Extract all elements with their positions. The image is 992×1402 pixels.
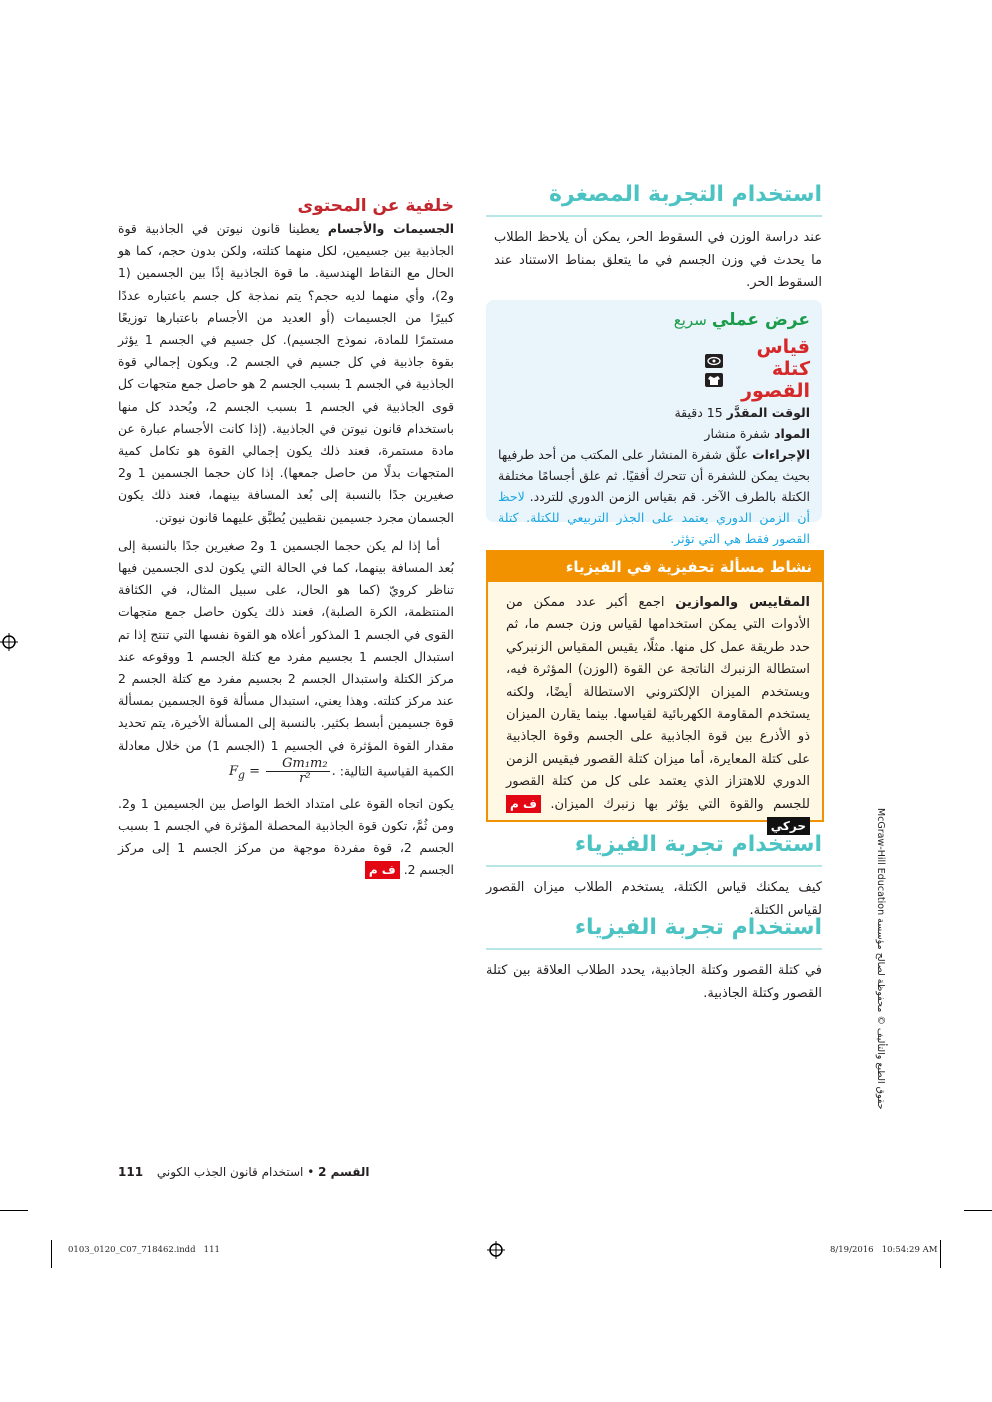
side-copyright-text: حقوق الطبع والتأليف © محفوظة لصالح مؤسسة McGraw-Hill Education [875,808,886,1110]
content-background-p3: يكون اتجاه القوة على امتداد الخط الواصل بين الجسيمين 1 و2. ومن ثُمَّ، تكون قوة الجاذبية المحصلة المؤثرة في الجسم 1 بسبب الجسم 2، قوة مفردة موجهة من مركز الجسم 1 إلى مركز الجسم 2. [118,795,454,878]
crop-mark [0,1210,28,1211]
physics-lab-text-1: كيف يمكنك قياس الكتلة، يستخدم الطلاب ميزان القصور لقياس الكتلة. [486,880,822,918]
crop-mark [964,1210,992,1211]
formula-numerator: Gm₁m₂ [266,757,329,772]
slug-timestamp: 8/19/2016 10:54:29 AM [830,1245,938,1255]
content-background-heading: خلفية عن المحتوى [297,196,454,216]
content-background-tag: ف م [365,861,400,879]
time-label: الوقت المقدَّر [726,405,810,420]
section-label: القسم 2 [318,1165,370,1179]
mini-lab-text: عند دراسة الوزن في السقوط الحر، يمكن أن يلاحظ الطلاب ما يحدث في وزن الجسم في ما يتعلق بمناط الاستناد عند السقوط الحر. [494,230,822,290]
quick-demo-subtitle: قياس كتلة القصور [741,336,810,402]
challenge-lead: المقاييس والموازين [675,595,810,610]
gravity-formula: $F_g$ = $\frac{\text{Gm₁m₂}}{\text{r²}}$ . [228,755,336,786]
crop-mark [940,1240,941,1268]
crop-mark [51,1240,52,1268]
procedure-highlight: لاحظ أن الزمن الدوري يعتمد على الجذر التربيعي للكتلة. كتلة القصور فقط هي التي تؤثر. [498,489,810,546]
content-background-p1: يعطينا قانون نيوتن في الجاذبية قوة الجاذبية بين جسيمين، لكل منهما كتلته، ولكن بدون حجم، كما هو الحال مع النقاط الهندسية. ما قوة الجاذبية إذًا بين الجسمين (1 و2)، وأي منهما لديه حجم؟ يتم نمذجة كل جسم باعتباره عددًا كبيرًا من الجسيمات (أو العديد من الأجسام باعتبارها توزيعًا مستمرًا للمادة، نموذج الجسيم). كل جسيم في الجسم 1 يؤثر بقوة جاذبية في كل جسيم في الجسم 2. ويكون إجمالي قوة الجاذبية في الجسم 1 بسبب الجسم 2 هو حاصل جمع متجهات كل قوى الجاذبية في الجسم 1 بسبب الجسم 2، ويُحدد كل منها باستخدام قانون نيوتن في الجاذبية. (إذا كانت الأجسام عبارة عن مادة مستمرة، فعند ذلك يكون إجمالي القوة هو تكامل كمية المتجهات بدلًا من حاصل جمعها). إذا كان حجما الجسمين 1 و2 صغيرين جدًا بالنسبة إلى بُعد المسافة بينهما، فعند ذلك يكون الجسمان مجرد جسيمين نقطيين يُطبَّق عليهما قانون نيوتن. [118,221,455,525]
challenge-tag-red: ف م [506,795,541,813]
content-background-section [118,196,454,881]
procedure-text: علّق شفرة المنشار على المكتب من أحد طرفيها بحيث يمكن للشفرة أن تتحرك أفقيًا. ثم علق أجسامًا مختلفة الكتلة بالطرف الآخر. قم بقياس الزمن الدوري للتردد. [498,447,810,504]
physics-lab-heading-2: استخدام تجربة الفيزياء [486,915,822,950]
formula-denominator: r² [299,770,311,786]
content-background-lead: الجسيمات والأجسام [327,221,455,236]
side-copyright [876,808,896,1138]
physics-lab-text-2: في كتلة القصور وكتلة الجاذبية، يحدد الطلاب العلاقة بين كتلة القصور وكتلة الجاذبية. [486,963,822,1001]
section-title: • استخدام قانون الجذب الكوني [156,1165,315,1179]
time-value: 15 دقيقة [674,405,723,420]
page-number: 111 [118,1165,144,1179]
clothing-safety-icon [705,373,723,387]
formula-lhs-sub: g [238,768,245,782]
challenge-heading: نشاط مسألة تحفيزية في الفيزياء [488,552,822,582]
materials-value: شفرة منشار [704,426,771,441]
registration-mark-icon [487,1241,505,1263]
physics-lab-section-1 [486,832,822,922]
slug-file: 0103_0120_C07_718462.indd 111 [68,1245,220,1255]
challenge-body: اجمع أكبر عدد ممكن من الأدوات التي يمكن استخدامها لقياس وزن جسم ما، ثم حدد طريقة عمل كل منها. مثلًا، يقيس المقياس الزنبركي استطالة الزنبرك الناتجة عن القوة (الوزن) المؤثرة فيه، ويستخدم الميزان الإلكتروني الاستطالة أيضًا، ولكنه يستخدم المقاومة الكهربائية لقياسها. بينما يقارن الميزان ذو الأذرع بين قوة الجاذبية على الجسم وقوة الجاذبية على كتلة المعايرة، أما ميزان كتلة القصور فيقيس الزمن الدوري للاهتزاز الذي يعتمد على كل من كتلة القصور للجسم والقوة التي يؤثر بها زنبرك الميزان. [506,595,810,812]
materials-label: المواد [774,426,810,441]
page-footer [118,1165,370,1183]
mini-lab-heading: استخدام التجربة المصغرة [486,182,822,217]
quick-demo-title-light: سريع [673,311,707,329]
eye-safety-icon [705,354,723,368]
registration-mark-icon [0,633,18,655]
content-background-p2: أما إذا لم يكن حجما الجسمين 1 و2 صغيرين جدًا بالنسبة إلى بُعد المسافة بينهما، كما في الحالة التي يكون لدى الجسمين فيها تناظر كرويّ (كما هو الحال، على سبيل المثال، في الكثافة المنتظمة، الكرة الصلبة)، فعند ذلك يكون حاصل جمع متجهات القوى في الجسم 1 المذكور أعلاه هو القوة نفسها التي تنتج إذا تم استبدال الجسم 1 بجسيم مفرد مع كتلة الجسم 1 ووقوعه عند مركز الكتلة واستبدال الجسم 2 بجسيم مفرد مع كتلة الجسم 2 عند مركز كتلته. وهذا يعني، استبدال مسألة قوة الجسمين بمسألة قوة جسيمين أبسط بكثير. بالنسبة إلى المسألة الأخيرة، يتم تحديد مقدار القوة المؤثرة في الجسيم 1 (الجسم 1) من خلال معادلة الكمية القياسية التالية: [118,537,455,779]
quick-demo-box [486,300,822,546]
formula-lhs: F [228,763,239,779]
mini-lab-section [486,182,822,295]
physics-lab-section-2 [486,915,822,1005]
challenge-box [486,550,824,834]
physics-lab-heading-1: استخدام تجربة الفيزياء [486,832,822,867]
challenge-tag-black: حركي [767,817,810,835]
quick-demo-title: عرض عملي [711,310,810,330]
procedure-label: الإجراءات [752,447,810,462]
